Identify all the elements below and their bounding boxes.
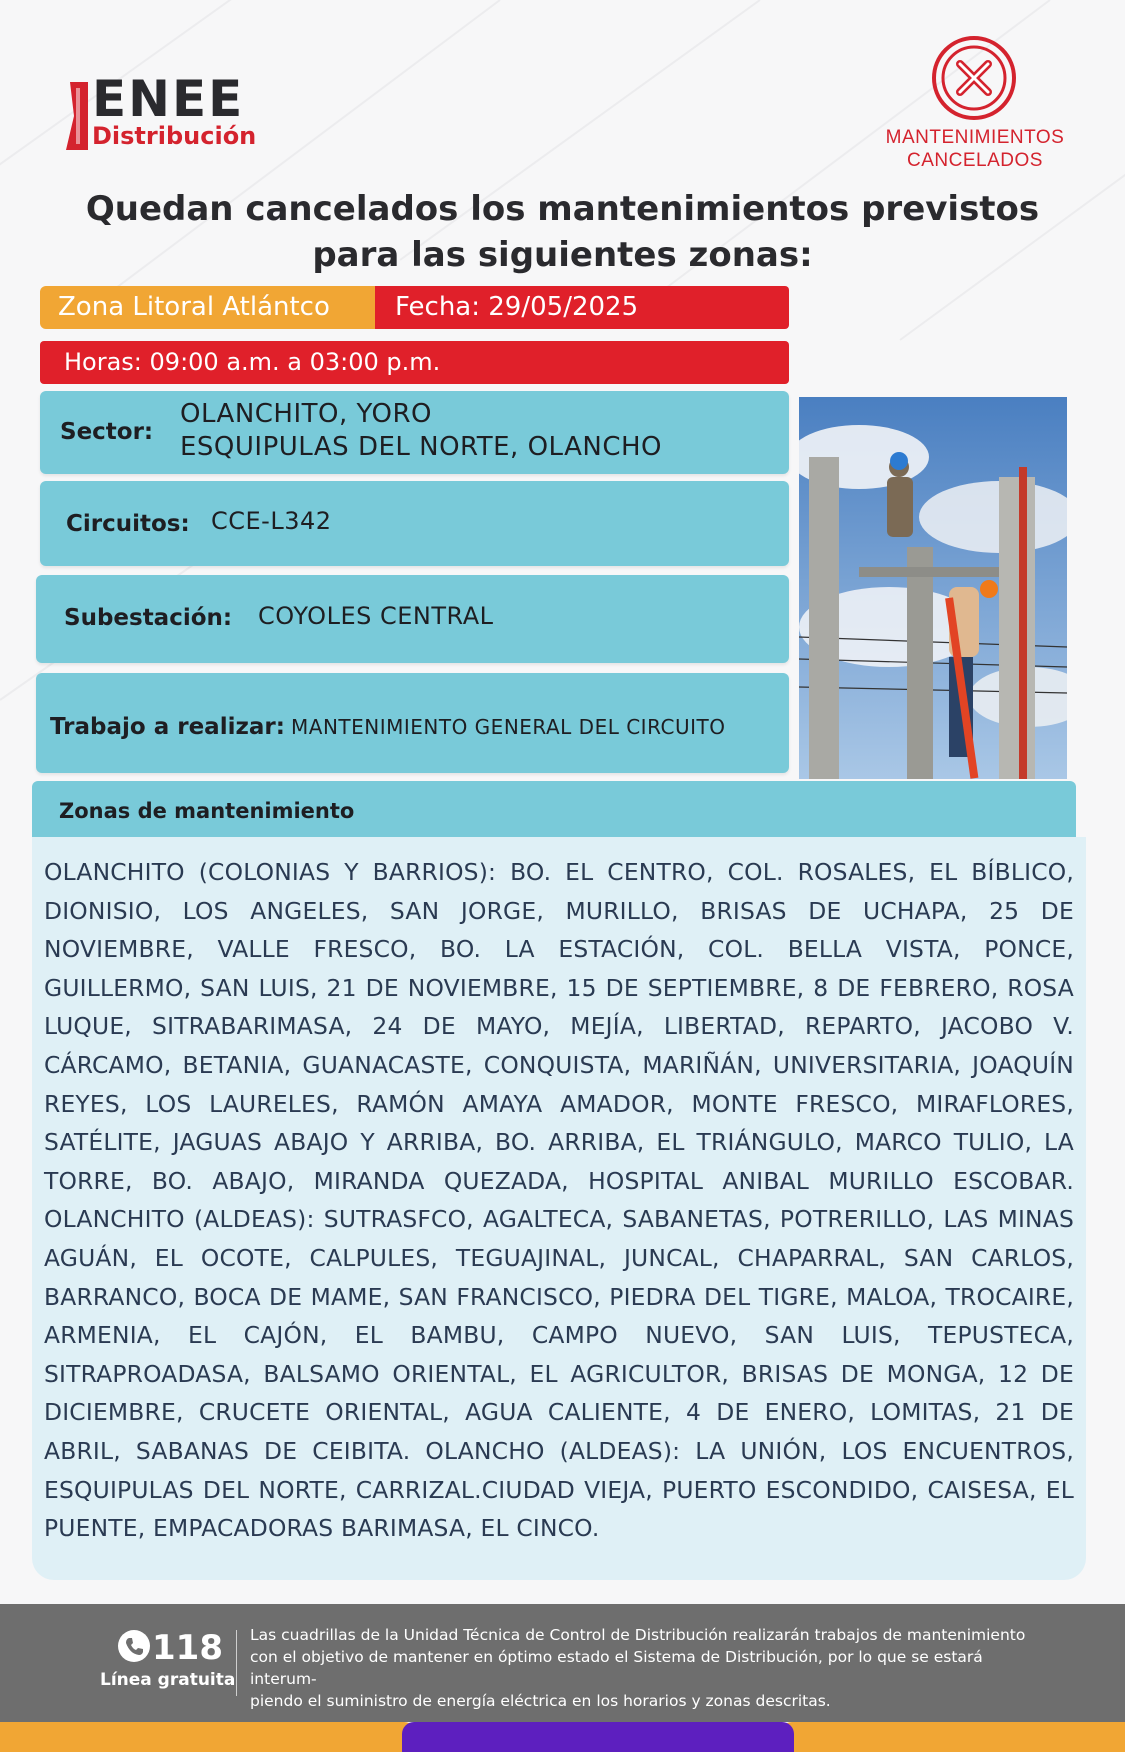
zones-list-box [32, 837, 1086, 1580]
work-label: Trabajo a realizar: [50, 714, 285, 740]
phone-number: 118 [152, 1628, 223, 1668]
zone-tag: Zona Litoral Atlántco [40, 286, 375, 329]
footer-notice [250, 1624, 1050, 1712]
zones-heading: Zonas de mantenimiento [59, 799, 355, 823]
x-circle-icon [930, 34, 1018, 122]
sector-box [40, 391, 789, 474]
cancelled-line2: CANCELADOS [907, 150, 1043, 171]
logo-word: ENEE [92, 70, 245, 128]
lineworkers-photo [799, 397, 1067, 779]
substation-value: COYOLES CENTRAL [258, 602, 494, 630]
cancelled-badge [870, 34, 1080, 174]
cancelled-line1: MANTENIMIENTOS [885, 127, 1065, 148]
bottom-bar-purple [402, 1722, 794, 1752]
logo-subtitle: Distribución [92, 122, 257, 150]
footer [0, 1604, 1125, 1722]
sector-label: Sector: [60, 419, 154, 445]
phone-label: Línea gratuita [100, 1670, 236, 1690]
phone-icon [118, 1630, 150, 1662]
title-line1: Quedan cancelados los mantenimientos previstos [85, 189, 1040, 229]
logo-mark-icon [66, 82, 88, 150]
circuits-value: CCE-L342 [211, 507, 332, 535]
cancelled-label [870, 126, 1080, 172]
sector-line2: ESQUIPULAS DEL NORTE, OLANCHO [180, 432, 663, 462]
zones-list-text: OLANCHITO (COLONIAS Y BARRIOS): BO. EL CENTRO, COL. ROSALES, EL BÍBLICO, DIONISIO, LOS ANGELES, SAN JORGE, MURILLO, BRISAS DE UCHAPA, 25 DE NOVIEMBRE, VALLE FRESCO, BO. LA ESTACIÓN, COL. BELLA VISTA, PONCE, GUILLERMO, SAN LUIS, 21 DE NOVIEMBRE, 15 DE SEPTIEMBRE, 8 DE FEBRERO, ROSA LUQUE, SITRABARIMASA, 24 DE MAYO, MEJÍA, LIBERTAD, REPARTO, JACOBO V. CÁRCAMO, BETANIA, GUANACASTE, CONQUISTA, MARIÑÁN, UNIVERSITARIA, JOAQUÍN REYES, LOS LAURELES, RAMÓN AMAYA AMADOR, MONTE FRESCO, MIRAFLORES, SATÉLITE, JAGUAS ABAJO Y ARRIBA, BO. ARRIBA, EL TRIÁNGULO, MARCO TULIO, LA TORRE, BO. ABAJO, MIRANDA QUEZADA, HOSPITAL ANIBAL MURILLO ESCOBAR. OLANCHITO (ALDEAS): SUTRASFCO, AGALTECA, SABANETAS, POTRERILLO, LAS MINAS AGUÁN, EL OCOTE, CALPULES, TEGUAJINAL, JUNCAL, CHAPARRAL, SAN CARLOS, BARRANCO, BOCA DE MAME, SAN FRANCISCO, PIEDRA DEL TIGRE, MALOA, TROCAIRE, ARMENIA, EL CAJÓN, EL BAMBU, CAMPO NUEVO, SAN LUIS, TEPUSTECA, SITRAPROADASA, BALSAMO ORIENTAL, EL AGRICULTOR, BRISAS DE MONGA, 12 DE DICIEMBRE, CRUCETE ORIENTAL, AGUA CALIENTE, 4 DE ENERO, LOMITAS, 21 DE ABRIL, SABANAS DE CEIBITA. OLANCHO (ALDEAS): LA UNIÓN, LOS ENCUENTROS, ESQUIPULAS DEL NORTE, CARRIZAL.CIUDAD VIEJA, PUERTO ESCONDIDO, CAISESA, EL PUENTE, EMPACADORAS BARIMASA, EL CINCO. [44, 858, 1074, 1543]
enee-logo [66, 70, 286, 154]
substation-box [36, 575, 789, 663]
bottom-bar-orange-right [780, 1722, 1125, 1752]
title-line2: para las siguientes zonas: [312, 235, 813, 275]
footer-line1: Las cuadrillas de la Unidad Técnica de Control de Distribución realizarán trabajos de mantenimiento [250, 1626, 1026, 1644]
work-box [36, 673, 789, 773]
footer-divider [236, 1630, 237, 1696]
work-value: MANTENIMIENTO GENERAL DEL CIRCUITO [291, 715, 726, 739]
circuits-box [40, 481, 789, 566]
bottom-bar-orange [0, 1722, 416, 1752]
substation-label: Subestación: [64, 605, 233, 631]
page-title [30, 186, 1095, 278]
zones-heading-bar [32, 781, 1076, 837]
date-tag: Fecha: 29/05/2025 [375, 286, 789, 329]
footer-line3: piendo el suministro de energía eléctrica en los horarios y zonas descritas. [250, 1692, 831, 1710]
sector-line1: OLANCHITO, YORO [180, 399, 432, 429]
footer-line2: con el objetivo de mantener en óptimo estado el Sistema de Distribución, por lo que se estará interum- [250, 1648, 983, 1688]
hours-tag: Horas: 09:00 a.m. a 03:00 p.m. [40, 341, 789, 384]
circuits-label: Circuitos: [66, 511, 190, 537]
